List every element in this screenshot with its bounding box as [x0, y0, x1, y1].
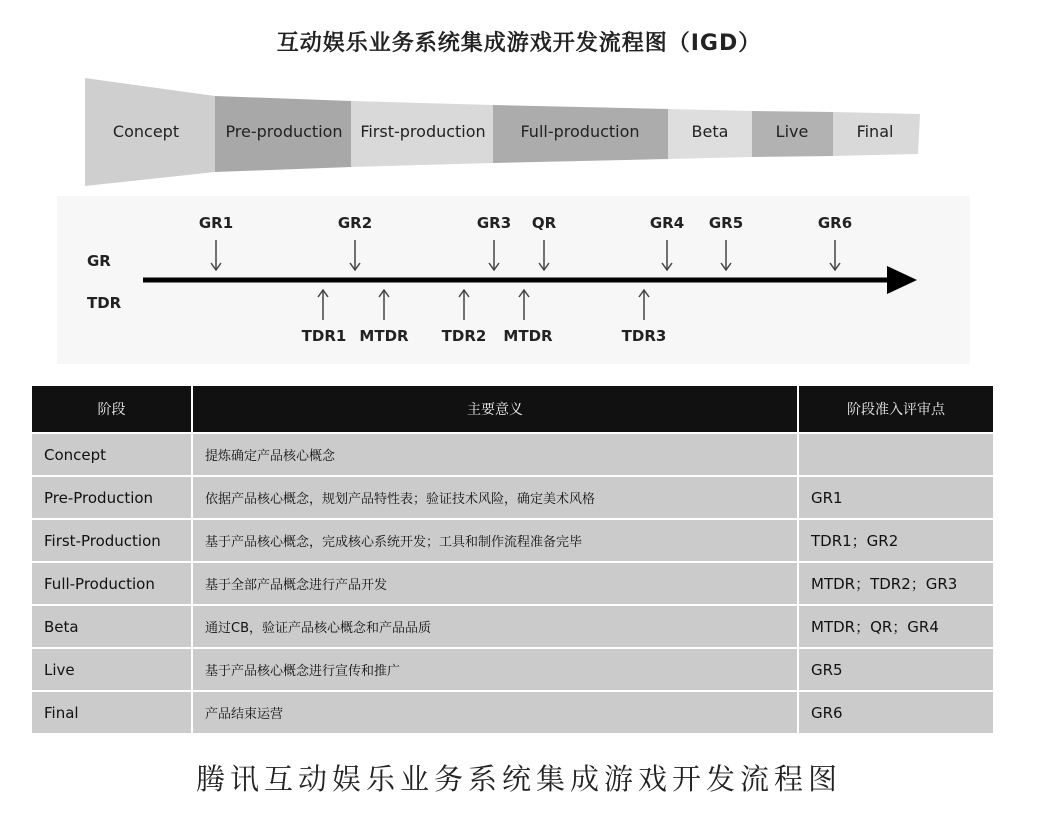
marker-gr2: GR2 — [337, 214, 373, 232]
header-review-points: 阶段准入评审点 — [798, 386, 994, 433]
marker-mtdr-2: MTDR — [503, 327, 553, 345]
table-row — [32, 476, 994, 519]
cell-meaning: 通过CB，验证产品核心概念和产品品质 — [192, 605, 798, 648]
table-row — [32, 433, 994, 476]
cell-phase: Pre-Production — [32, 476, 192, 519]
table-row — [32, 562, 994, 605]
phase-table-container — [32, 386, 994, 733]
timeline-arrowhead-icon — [887, 266, 917, 294]
marker-qr: QR — [531, 214, 557, 232]
table-row — [32, 691, 994, 733]
table-row — [32, 519, 994, 562]
cell-phase: Beta — [32, 605, 192, 648]
phase-funnel — [80, 78, 925, 190]
cell-phase: Final — [32, 691, 192, 733]
figure-caption: 腾讯互动娱乐业务系统集成游戏开发流程图 — [195, 762, 842, 796]
cell-review-points: GR1 — [798, 476, 994, 519]
cell-meaning: 依据产品核心概念，规划产品特性表；验证技术风险，确定美术风格 — [192, 476, 798, 519]
phase-table — [32, 386, 995, 733]
cell-phase: Concept — [32, 433, 192, 476]
marker-gr6: GR6 — [817, 214, 853, 232]
cell-meaning: 基于全部产品概念进行产品开发 — [192, 562, 798, 605]
phase-label-concept: Concept — [112, 122, 180, 141]
tdr-row-label: TDR — [87, 294, 122, 312]
cell-meaning: 产品结束运营 — [192, 691, 798, 733]
diagram-title: 互动娱乐业务系统集成游戏开发流程图（IGD） — [276, 31, 762, 56]
marker-tdr1: TDR1 — [301, 327, 347, 345]
gr-row-label: GR — [87, 252, 111, 270]
cell-phase: Live — [32, 648, 192, 691]
cell-meaning: 基于产品核心概念进行宣传和推广 — [192, 648, 798, 691]
cell-review-points: TDR1；GR2 — [798, 519, 994, 562]
cell-review-points: MTDR；QR；GR4 — [798, 605, 994, 648]
table-row — [32, 648, 994, 691]
phase-label-final: Final — [856, 122, 894, 141]
header-phase: 阶段 — [32, 386, 192, 433]
cell-meaning: 提炼确定产品核心概念 — [192, 433, 798, 476]
table-header-row — [32, 386, 994, 433]
phase-label-beta: Beta — [691, 122, 729, 141]
cell-review-points: GR5 — [798, 648, 994, 691]
header-meaning: 主要意义 — [192, 386, 798, 433]
cell-phase: First-Production — [32, 519, 192, 562]
marker-mtdr-1: MTDR — [359, 327, 409, 345]
marker-gr4: GR4 — [649, 214, 685, 232]
cell-review-points: GR6 — [798, 691, 994, 733]
marker-tdr3: TDR3 — [621, 327, 667, 345]
marker-tdr2: TDR2 — [441, 327, 487, 345]
phase-label-live: Live — [775, 122, 809, 141]
cell-meaning: 基于产品核心概念，完成核心系统开发；工具和制作流程准备完毕 — [192, 519, 798, 562]
phase-label-pre-production: Pre-production — [225, 122, 343, 141]
cell-phase: Full-Production — [32, 562, 192, 605]
cell-review-points: MTDR；TDR2；GR3 — [798, 562, 994, 605]
review-timeline — [57, 196, 970, 364]
marker-gr5: GR5 — [708, 214, 744, 232]
marker-gr1: GR1 — [198, 214, 234, 232]
cell-review-points — [798, 433, 994, 476]
phase-label-full-production: Full-production — [520, 122, 640, 141]
phase-label-first-production: First-production — [360, 122, 486, 141]
marker-gr3: GR3 — [476, 214, 512, 232]
table-row — [32, 605, 994, 648]
